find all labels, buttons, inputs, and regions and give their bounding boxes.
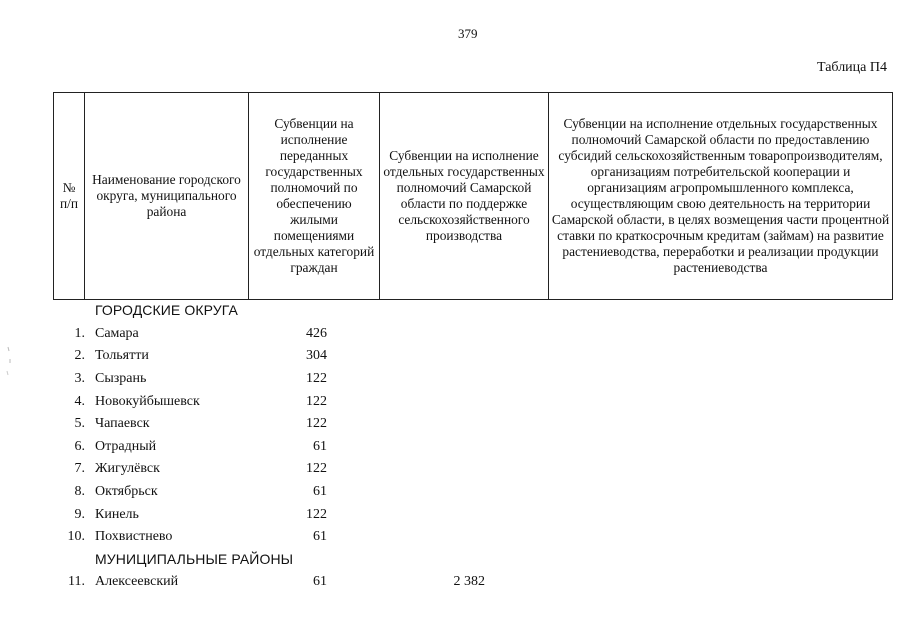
header-subsidy-housing: Субвенции на исполнение переданных государственных полномочий по обеспечению жилыми помещениями отдельных категорий граждан <box>249 93 380 300</box>
row-number: 5. <box>74 416 85 431</box>
header-subsidy-interest-rate: Субвенции на исполнение отдельных государственных полномочий Самарской области по предоставлению субсидий сельскохозяйственным товаропроизводителям, организациям потребительской кооперации и организациям агропромышленного комплекса, осуществляющим свою деятельность на территории Самарской области, в целях возмещения части процентной ставки по краткосрочным кредитам (займам) на развитие растениеводства, переработки и реализации продукции растениеводства <box>549 93 893 300</box>
header-num: № п/п <box>54 93 85 300</box>
header-subsidy-agriculture: Субвенции на исполнение отдельных государственных полномочий Самарской области по поддержке сельскохозяйственного производства <box>380 93 549 300</box>
row-value-housing: 122 <box>306 371 327 386</box>
row-name: Новокуйбышевск <box>95 394 200 409</box>
row-value-housing: 122 <box>306 461 327 476</box>
row-number: 1. <box>74 326 85 341</box>
row-number: 6. <box>74 439 85 454</box>
row-number: 3. <box>74 371 85 386</box>
section-title-urban: ГОРОДСКИЕ ОКРУГА <box>95 302 238 318</box>
row-name: Сызрань <box>95 371 147 386</box>
row-value-housing: 304 <box>306 348 327 363</box>
section-title-districts: МУНИЦИПАЛЬНЫЕ РАЙОНЫ <box>95 551 294 567</box>
row-name: Самара <box>95 326 139 341</box>
row-number: 10. <box>67 529 85 544</box>
row-name: Кинель <box>95 507 139 522</box>
row-number: 4. <box>74 394 85 409</box>
row-number: 8. <box>74 484 85 499</box>
header-name: Наименование городского округа, муниципального района <box>85 93 249 300</box>
scan-artifact <box>4 345 16 385</box>
row-name: Алексеевский <box>95 574 179 589</box>
row-name: Похвистнево <box>95 529 173 544</box>
row-name: Тольятти <box>95 348 149 363</box>
row-name: Жигулёвск <box>95 461 160 476</box>
row-value-housing: 122 <box>306 416 327 431</box>
row-name: Отрадный <box>95 439 157 454</box>
row-value-housing: 61 <box>313 484 327 499</box>
row-value-housing: 61 <box>313 529 327 544</box>
row-name: Октябрьск <box>95 484 158 499</box>
row-number: 7. <box>74 461 85 476</box>
row-number: 9. <box>74 507 85 522</box>
row-value-housing: 122 <box>306 507 327 522</box>
row-value-housing: 61 <box>313 574 327 589</box>
row-value-housing: 426 <box>306 326 327 341</box>
page-number: 379 <box>458 26 478 41</box>
row-name: Чапаевск <box>95 416 150 431</box>
row-number: 2. <box>74 348 85 363</box>
row-number: 11. <box>68 574 85 589</box>
row-value-housing: 61 <box>313 439 327 454</box>
row-value-agriculture: 2 382 <box>453 574 485 589</box>
table-label: Таблица П4 <box>817 60 887 75</box>
row-value-housing: 122 <box>306 394 327 409</box>
